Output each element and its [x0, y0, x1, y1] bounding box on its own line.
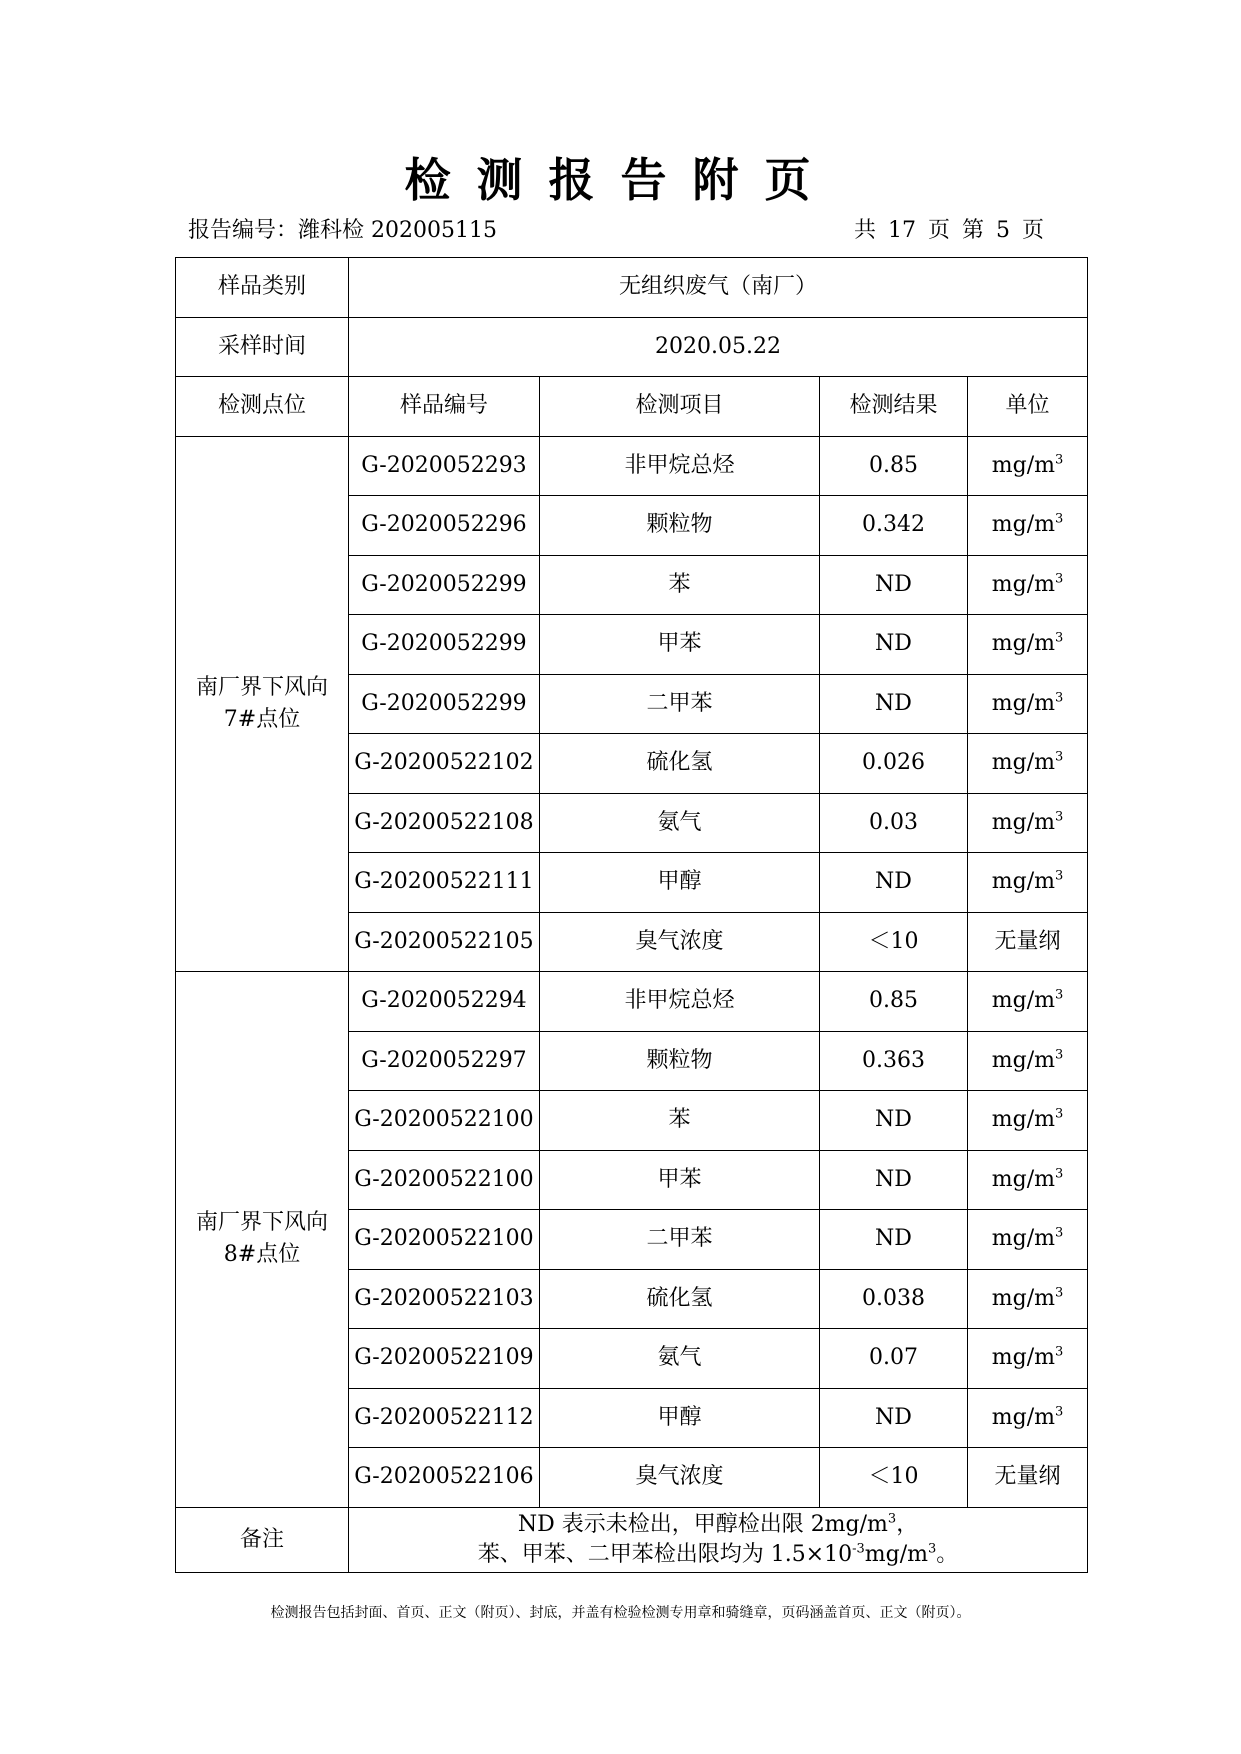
item-cell: 甲醇 [540, 1388, 820, 1448]
sample-id-cell: G-2020052299 [349, 674, 540, 734]
remarks-line-2: 苯、甲苯、二甲苯检出限均为 $1.5\times 10^{-3}mg/m^3$。 [477, 1541, 959, 1567]
result-cell: 0.03 [820, 793, 968, 853]
unit-cell: $mg/m^3$ [968, 853, 1088, 913]
table-row [176, 436, 1088, 496]
sample-type-row [176, 258, 1088, 318]
unit-cell: 无量纲 [968, 1448, 1088, 1508]
item-cell: 硫化氢 [540, 1269, 820, 1329]
result-cell: ND [820, 555, 968, 615]
page-word: 页 [928, 218, 951, 243]
item-cell: 甲苯 [540, 615, 820, 675]
sample-id-cell: G-20200522100 [349, 1210, 540, 1270]
sample-id-cell: G-20200522108 [349, 793, 540, 853]
item-cell: 臭气浓度 [540, 912, 820, 972]
remarks-row [176, 1507, 1088, 1572]
unit-cell: $mg/m^3$ [968, 1150, 1088, 1210]
item-cell: 苯 [540, 1091, 820, 1151]
sample-type-value: 无组织废气（南厂） [349, 258, 1088, 318]
item-cell: 二甲苯 [540, 674, 820, 734]
item-cell: 苯 [540, 555, 820, 615]
result-cell: 0.342 [820, 496, 968, 556]
sample-id-cell: G-2020052293 [349, 436, 540, 496]
unit-cell: $mg/m^3$ [968, 1329, 1088, 1389]
sample-id-cell: G-2020052294 [349, 972, 540, 1032]
col-header-result: 检测结果 [820, 377, 968, 437]
sampling-time-label: 采样时间 [176, 317, 349, 377]
footer-note: 检测报告包括封面、首页、正文（附页）、封底，并盖有检验检测专用章和骑缝章，页码涵盖首页、正文（附页）。 [270, 1605, 971, 1621]
result-cell: 0.07 [820, 1329, 968, 1389]
sampling-time-value: 2020.05.22 [349, 317, 1088, 377]
page-word: 页 [1022, 218, 1045, 243]
result-cell: 0.363 [820, 1031, 968, 1091]
remarks-content [349, 1507, 1088, 1572]
page-total: 17 [888, 218, 917, 243]
col-header-unit: 单位 [968, 377, 1088, 437]
sample-id-cell: G-20200522103 [349, 1269, 540, 1329]
sample-id-cell: G-20200522106 [349, 1448, 540, 1508]
result-cell: ND [820, 1150, 968, 1210]
result-cell: ＜10 [820, 912, 968, 972]
item-cell: 甲苯 [540, 1150, 820, 1210]
page-info [848, 216, 1050, 246]
result-cell: ND [820, 615, 968, 675]
sample-id-cell: G-20200522100 [349, 1091, 540, 1151]
result-cell: 0.038 [820, 1269, 968, 1329]
col-header-point: 检测点位 [176, 377, 349, 437]
unit-cell: $mg/m^3$ [968, 1091, 1088, 1151]
col-header-sample-no: 样品编号 [349, 377, 540, 437]
result-cell: ND [820, 1091, 968, 1151]
item-cell: 二甲苯 [540, 1210, 820, 1270]
location-cell: 南厂界下风向 8#点位 [176, 972, 349, 1508]
item-cell: 硫化氢 [540, 734, 820, 794]
page-total-prefix: 共 [854, 218, 877, 243]
unit-cell: 无量纲 [968, 912, 1088, 972]
sample-id-cell: G-20200522100 [349, 1150, 540, 1210]
result-cell: 0.85 [820, 436, 968, 496]
sample-id-cell: G-20200522109 [349, 1329, 540, 1389]
result-cell: ND [820, 853, 968, 913]
unit-cell: $mg/m^3$ [968, 496, 1088, 556]
sample-id-cell: G-20200522112 [349, 1388, 540, 1448]
item-cell: 颗粒物 [540, 1031, 820, 1091]
sample-id-cell: G-20200522102 [349, 734, 540, 794]
report-number: 报告编号：潍科检 202005115 [188, 218, 497, 243]
table-row [176, 972, 1088, 1032]
unit-cell: $mg/m^3$ [968, 436, 1088, 496]
unit-cell: $mg/m^3$ [968, 615, 1088, 675]
result-cell: ND [820, 1210, 968, 1270]
sample-id-cell: G-2020052299 [349, 615, 540, 675]
unit-cell: $mg/m^3$ [968, 1269, 1088, 1329]
item-cell: 颗粒物 [540, 496, 820, 556]
report-title: 检测报告附页 [404, 153, 837, 207]
unit-cell: $mg/m^3$ [968, 555, 1088, 615]
item-cell: 非甲烷总烃 [540, 972, 820, 1032]
location-cell: 南厂界下风向 7#点位 [176, 436, 349, 972]
item-cell: 非甲烷总烃 [540, 436, 820, 496]
sample-id-cell: G-20200522105 [349, 912, 540, 972]
unit-cell: $mg/m^3$ [968, 734, 1088, 794]
col-header-item: 检测项目 [540, 377, 820, 437]
results-table [175, 257, 1088, 1573]
header-row [176, 377, 1088, 437]
unit-cell: $mg/m^3$ [968, 1031, 1088, 1091]
result-cell: ND [820, 674, 968, 734]
page-current-prefix: 第 [962, 218, 985, 243]
item-cell: 氨气 [540, 1329, 820, 1389]
sample-id-cell: G-2020052296 [349, 496, 540, 556]
item-cell: 甲醇 [540, 853, 820, 913]
item-cell: 氨气 [540, 793, 820, 853]
sample-type-label: 样品类别 [176, 258, 349, 318]
remarks-label: 备注 [176, 1507, 349, 1572]
sample-id-cell: G-20200522111 [349, 853, 540, 913]
unit-cell: $mg/m^3$ [968, 674, 1088, 734]
result-cell: ND [820, 1388, 968, 1448]
unit-cell: $mg/m^3$ [968, 1210, 1088, 1270]
unit-cell: $mg/m^3$ [968, 972, 1088, 1032]
sampling-time-row [176, 317, 1088, 377]
sample-id-cell: G-2020052297 [349, 1031, 540, 1091]
item-cell: 臭气浓度 [540, 1448, 820, 1508]
result-cell: 0.026 [820, 734, 968, 794]
result-cell: 0.85 [820, 972, 968, 1032]
result-cell: ＜10 [820, 1448, 968, 1508]
unit-cell: $mg/m^3$ [968, 793, 1088, 853]
unit-cell: $mg/m^3$ [968, 1388, 1088, 1448]
sample-id-cell: G-2020052299 [349, 555, 540, 615]
page-current: 5 [996, 218, 1011, 243]
remarks-line-1: ND 表示未检出，甲醇检出限 $2mg/m^3$， [517, 1511, 919, 1537]
